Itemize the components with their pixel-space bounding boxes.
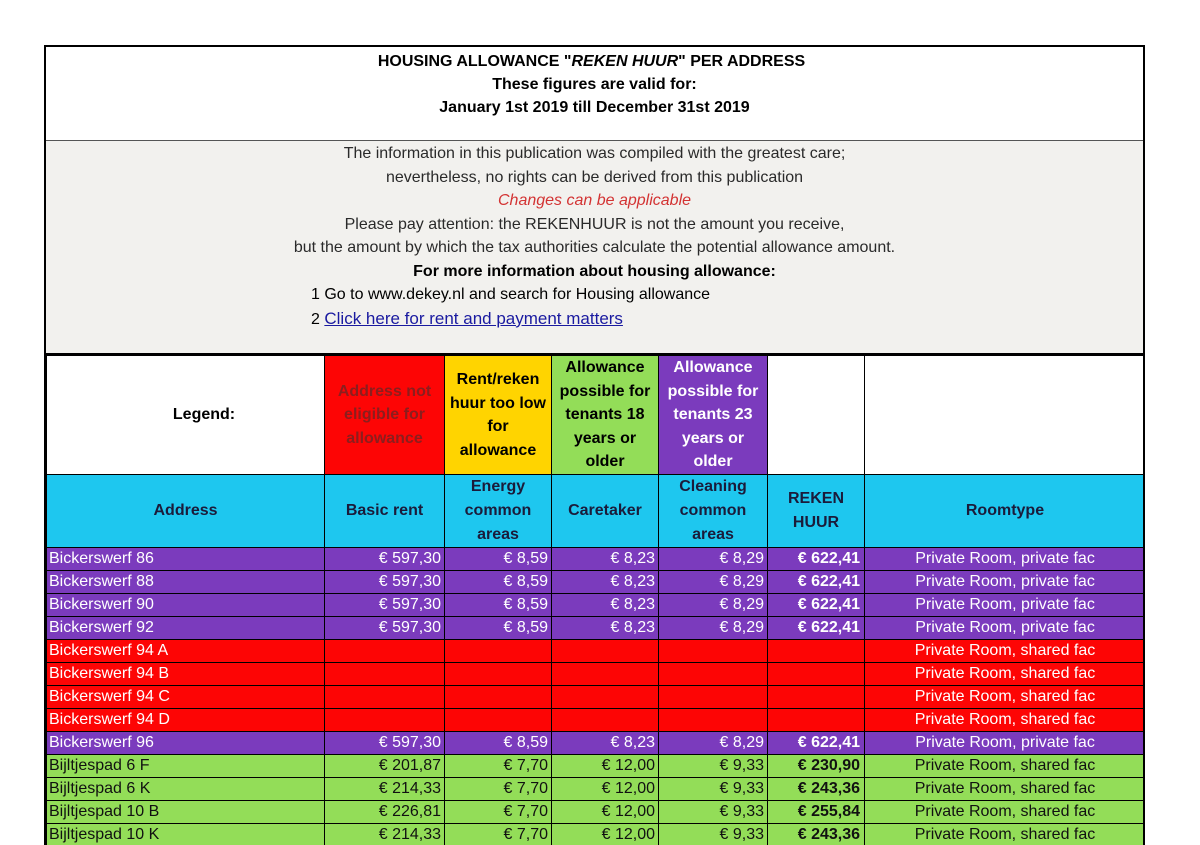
table-row bbox=[47, 571, 1146, 594]
cell-basic bbox=[325, 640, 445, 663]
cell-energy: € 7,70 bbox=[445, 755, 552, 778]
cell-basic: € 214,33 bbox=[325, 824, 445, 845]
cell-energy: € 7,70 bbox=[445, 778, 552, 801]
list-number: 1 bbox=[311, 286, 320, 303]
cell-room: Private Room, private fac bbox=[865, 732, 1146, 755]
cell-address: Bickerswerf 88 bbox=[47, 571, 325, 594]
cell-caretaker: € 12,00 bbox=[552, 824, 659, 845]
cell-address: Bickerswerf 86 bbox=[47, 548, 325, 571]
legend-empty-cell bbox=[865, 356, 1146, 475]
cell-reken bbox=[768, 640, 865, 663]
cell-reken: € 622,41 bbox=[768, 594, 865, 617]
cell-room: Private Room, shared fac bbox=[865, 709, 1146, 732]
cell-cleaning: € 8,29 bbox=[659, 732, 768, 755]
cell-cleaning: € 8,29 bbox=[659, 594, 768, 617]
cell-energy bbox=[445, 640, 552, 663]
page-title bbox=[44, 50, 1143, 73]
col-header-energy: Energy common areas bbox=[445, 475, 552, 548]
cell-basic bbox=[325, 663, 445, 686]
table-row bbox=[47, 778, 1146, 801]
col-header-address: Address bbox=[47, 475, 325, 548]
table-row bbox=[47, 709, 1146, 732]
info-list-item-1 bbox=[46, 283, 1143, 307]
table-row bbox=[47, 640, 1146, 663]
legend-green: Allowance possible for tenants 18 years or older bbox=[552, 356, 659, 475]
cell-reken: € 622,41 bbox=[768, 617, 865, 640]
col-header-basic-rent: Basic rent bbox=[325, 475, 445, 548]
legend-label: Legend: bbox=[47, 356, 325, 475]
rent-payment-link[interactable]: Click here for rent and payment matters bbox=[324, 309, 623, 328]
cell-room: Private Room, shared fac bbox=[865, 755, 1146, 778]
cell-cleaning bbox=[659, 663, 768, 686]
cell-reken: € 243,36 bbox=[768, 824, 865, 845]
list-text: Go to www.dekey.nl and search for Housing allowance bbox=[324, 286, 710, 303]
legend-row bbox=[47, 356, 1146, 475]
cell-energy bbox=[445, 709, 552, 732]
cell-room: Private Room, shared fac bbox=[865, 801, 1146, 824]
cell-caretaker: € 12,00 bbox=[552, 801, 659, 824]
cell-address: Bijltjespad 6 F bbox=[47, 755, 325, 778]
cell-energy bbox=[445, 663, 552, 686]
cell-basic: € 597,30 bbox=[325, 548, 445, 571]
cell-caretaker: € 8,23 bbox=[552, 732, 659, 755]
cell-basic: € 597,30 bbox=[325, 732, 445, 755]
table-row bbox=[47, 824, 1146, 845]
cell-cleaning: € 9,33 bbox=[659, 824, 768, 845]
cell-cleaning bbox=[659, 709, 768, 732]
cell-caretaker: € 8,23 bbox=[552, 617, 659, 640]
cell-address: Bijltjespad 6 K bbox=[47, 778, 325, 801]
cell-address: Bickerswerf 94 C bbox=[47, 686, 325, 709]
cell-cleaning: € 9,33 bbox=[659, 801, 768, 824]
cell-caretaker bbox=[552, 640, 659, 663]
cell-room: Private Room, shared fac bbox=[865, 778, 1146, 801]
cell-address: Bickerswerf 94 A bbox=[47, 640, 325, 663]
legend-purple: Allowance possible for tenants 23 years or older bbox=[659, 356, 768, 475]
cell-energy: € 8,59 bbox=[445, 594, 552, 617]
cell-cleaning: € 8,29 bbox=[659, 548, 768, 571]
info-box bbox=[46, 141, 1143, 355]
allowance-table bbox=[46, 355, 1145, 845]
legend-empty-cell bbox=[768, 356, 865, 475]
cell-reken: € 622,41 bbox=[768, 732, 865, 755]
cell-reken: € 622,41 bbox=[768, 548, 865, 571]
table-row bbox=[47, 594, 1146, 617]
cell-room: Private Room, private fac bbox=[865, 617, 1146, 640]
more-info-heading: For more information about housing allowance: bbox=[46, 260, 1143, 284]
cell-cleaning: € 9,33 bbox=[659, 778, 768, 801]
cell-reken: € 255,84 bbox=[768, 801, 865, 824]
cell-energy: € 8,59 bbox=[445, 571, 552, 594]
cell-address: Bijltjespad 10 B bbox=[47, 801, 325, 824]
cell-basic: € 201,87 bbox=[325, 755, 445, 778]
cell-cleaning bbox=[659, 640, 768, 663]
rekenhuur-note-1: Please pay attention: the REKENHUUR is not the amount you receive, bbox=[46, 213, 1143, 237]
table-row bbox=[47, 548, 1146, 571]
cell-caretaker bbox=[552, 686, 659, 709]
cell-room: Private Room, shared fac bbox=[865, 824, 1146, 845]
list-number: 2 bbox=[311, 311, 320, 328]
col-header-caretaker: Caretaker bbox=[552, 475, 659, 548]
col-header-cleaning: Cleaning common areas bbox=[659, 475, 768, 548]
cell-address: Bickerswerf 90 bbox=[47, 594, 325, 617]
cell-address: Bickerswerf 94 D bbox=[47, 709, 325, 732]
table-row bbox=[47, 801, 1146, 824]
cell-energy: € 8,59 bbox=[445, 732, 552, 755]
cell-energy: € 8,59 bbox=[445, 548, 552, 571]
cell-reken: € 230,90 bbox=[768, 755, 865, 778]
cell-basic: € 597,30 bbox=[325, 571, 445, 594]
col-header-reken-huur: REKEN HUUR bbox=[768, 475, 865, 548]
cell-caretaker bbox=[552, 663, 659, 686]
cell-basic: € 226,81 bbox=[325, 801, 445, 824]
cell-cleaning: € 9,33 bbox=[659, 755, 768, 778]
cell-energy: € 7,70 bbox=[445, 824, 552, 845]
changes-notice: Changes can be applicable bbox=[46, 189, 1143, 213]
valid-line: These figures are valid for: bbox=[46, 73, 1143, 96]
title-suffix: " PER ADDRESS bbox=[678, 53, 805, 70]
disclaimer-line-1: The information in this publication was compiled with the greatest care; bbox=[46, 142, 1143, 166]
table-header-row bbox=[47, 475, 1146, 548]
cell-basic: € 214,33 bbox=[325, 778, 445, 801]
cell-address: Bickerswerf 96 bbox=[47, 732, 325, 755]
col-header-roomtype: Roomtype bbox=[865, 475, 1146, 548]
table-row bbox=[47, 686, 1146, 709]
table-row bbox=[47, 755, 1146, 778]
cell-basic: € 597,30 bbox=[325, 594, 445, 617]
allowance-sheet bbox=[44, 45, 1145, 845]
cell-reken bbox=[768, 709, 865, 732]
cell-cleaning: € 8,29 bbox=[659, 617, 768, 640]
cell-reken: € 622,41 bbox=[768, 571, 865, 594]
cell-room: Private Room, private fac bbox=[865, 571, 1146, 594]
period-line: January 1st 2019 till December 31st 2019 bbox=[46, 96, 1143, 119]
cell-basic bbox=[325, 686, 445, 709]
cell-caretaker bbox=[552, 709, 659, 732]
legend-yellow: Rent/reken huur too low for allowance bbox=[445, 356, 552, 475]
cell-address: Bickerswerf 92 bbox=[47, 617, 325, 640]
cell-caretaker: € 8,23 bbox=[552, 594, 659, 617]
cell-reken bbox=[768, 686, 865, 709]
table-row bbox=[47, 617, 1146, 640]
cell-room: Private Room, shared fac bbox=[865, 640, 1146, 663]
cell-caretaker: € 8,23 bbox=[552, 571, 659, 594]
cell-basic bbox=[325, 709, 445, 732]
title-box bbox=[46, 47, 1143, 141]
table-row bbox=[47, 663, 1146, 686]
cell-reken: € 243,36 bbox=[768, 778, 865, 801]
cell-caretaker: € 12,00 bbox=[552, 778, 659, 801]
cell-cleaning bbox=[659, 686, 768, 709]
cell-caretaker: € 8,23 bbox=[552, 548, 659, 571]
cell-address: Bickerswerf 94 B bbox=[47, 663, 325, 686]
table-row bbox=[47, 732, 1146, 755]
cell-caretaker: € 12,00 bbox=[552, 755, 659, 778]
cell-room: Private Room, shared fac bbox=[865, 686, 1146, 709]
cell-energy: € 8,59 bbox=[445, 617, 552, 640]
cell-room: Private Room, shared fac bbox=[865, 663, 1146, 686]
rekenhuur-note-2: but the amount by which the tax authorities calculate the potential allowance amount. bbox=[46, 236, 1143, 260]
title-prefix: HOUSING ALLOWANCE " bbox=[378, 53, 572, 70]
cell-reken bbox=[768, 663, 865, 686]
info-list-item-2 bbox=[46, 307, 1143, 332]
disclaimer-line-2: nevertheless, no rights can be derived from this publication bbox=[46, 166, 1143, 190]
cell-cleaning: € 8,29 bbox=[659, 571, 768, 594]
title-emphasis: REKEN HUUR bbox=[571, 53, 678, 70]
legend-red: Address not eligible for allowance bbox=[325, 356, 445, 475]
cell-basic: € 597,30 bbox=[325, 617, 445, 640]
cell-energy: € 7,70 bbox=[445, 801, 552, 824]
cell-energy bbox=[445, 686, 552, 709]
cell-room: Private Room, private fac bbox=[865, 548, 1146, 571]
cell-address: Bijltjespad 10 K bbox=[47, 824, 325, 845]
cell-room: Private Room, private fac bbox=[865, 594, 1146, 617]
